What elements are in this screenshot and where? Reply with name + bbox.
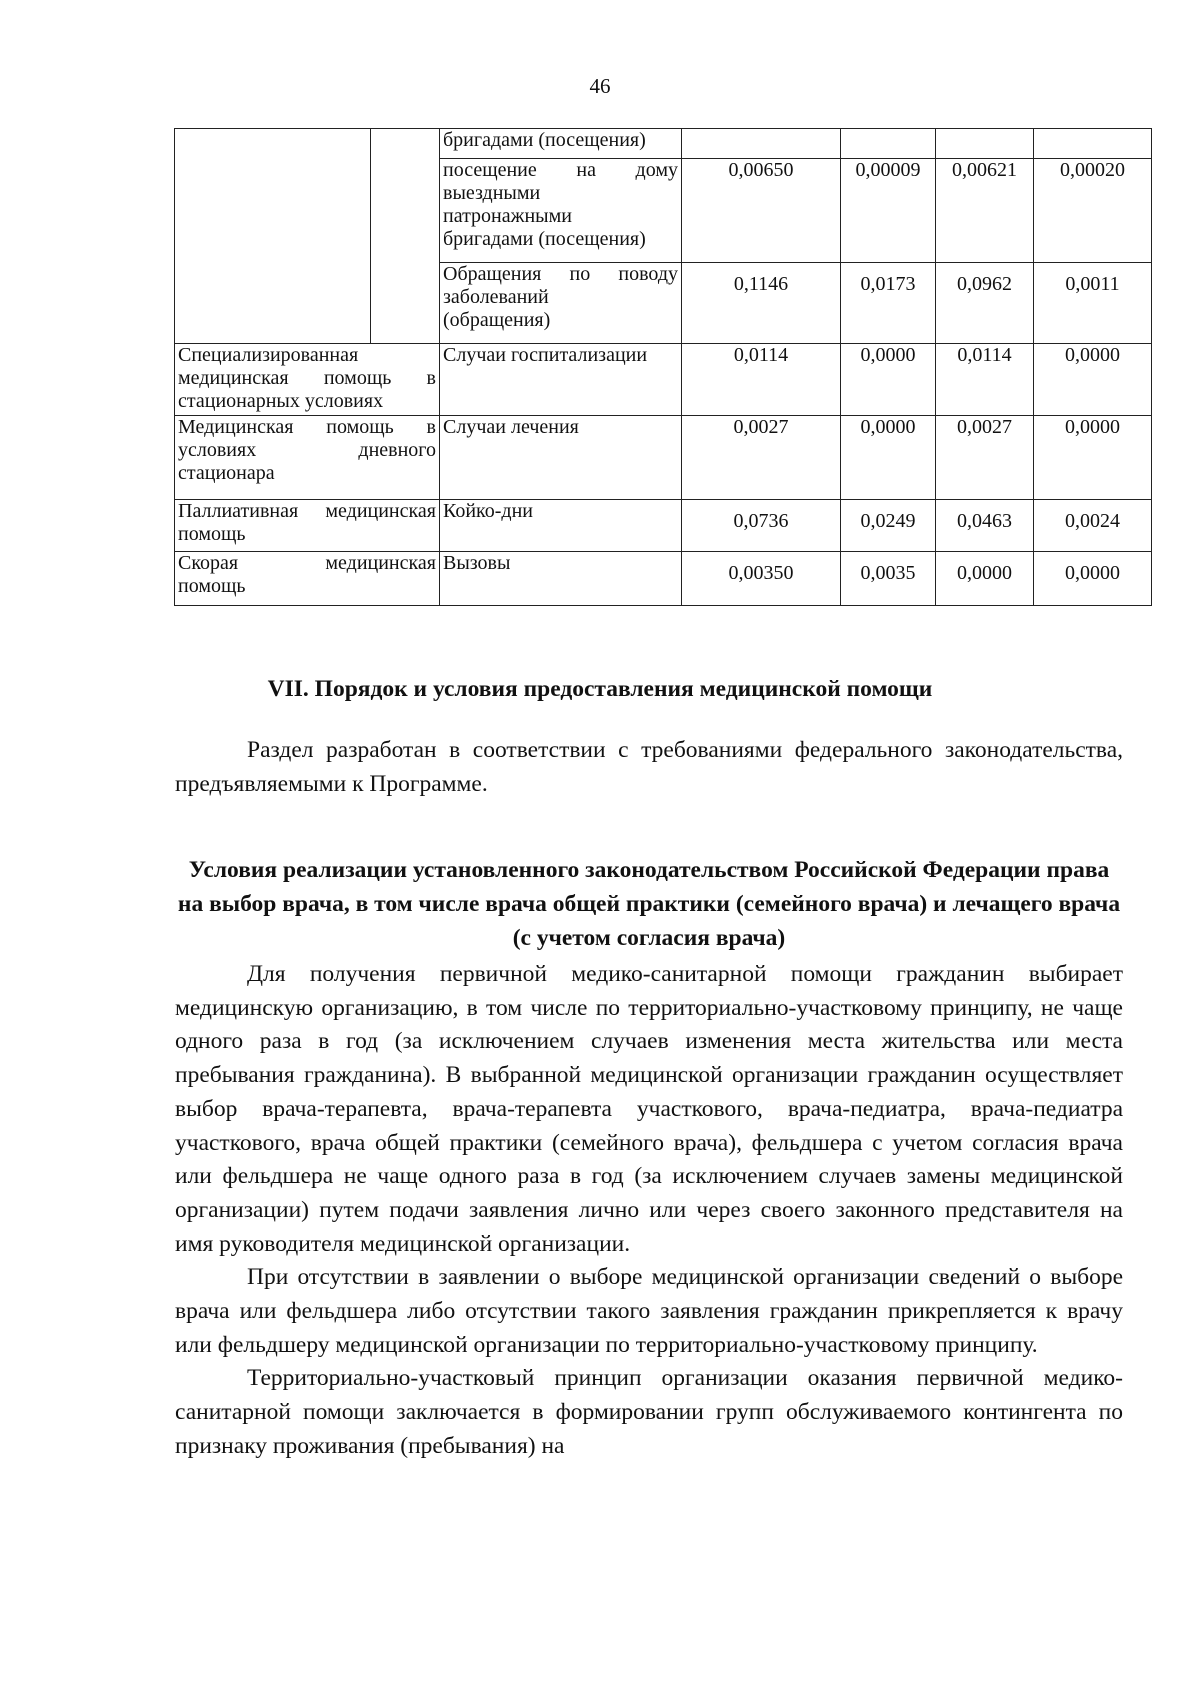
table-cell-service [440, 263, 682, 344]
table-row [175, 129, 1152, 159]
cell-line: условиях дневного [178, 439, 436, 461]
table-cell-value: 0,00009 [841, 159, 936, 263]
subsection-title: Условия реализации установленного законодательством Российской Федерации права на выбор врача, в том числе врача общей практики (семейного врача) и лечащего врача (с учетом согласия врача) [177, 857, 1121, 951]
table-cell-value: 0,0114 [682, 344, 841, 416]
cell-line: Обращения по поводу [443, 263, 678, 285]
cell-line: Специализированная [178, 344, 359, 366]
table-cell-unit: Случаи госпитализации [440, 344, 682, 416]
cell-line: стационара [178, 462, 275, 484]
table-cell-value [841, 129, 936, 159]
table-cell-value: 0,0024 [1034, 500, 1152, 552]
cell-line: Медицинская помощь в [178, 416, 436, 438]
section-title: VII. Порядок и условия предоставления медицинской помощи [267, 676, 933, 702]
table-cell-value: 0,00350 [682, 552, 841, 606]
table-cell-value: 0,00020 [1034, 159, 1152, 263]
table-cell-value: 0,00621 [936, 159, 1034, 263]
table-cell-value: 0,0114 [936, 344, 1034, 416]
cell-line: выездными [443, 182, 541, 204]
table-cell-care-type [175, 344, 440, 416]
table-cell-value: 0,0000 [1034, 552, 1152, 606]
paragraph: При отсутствии в заявлении о выборе медицинской организации сведений о выборе врача или фельдшера либо отсутствии такого заявления гражданин прикрепляется к врачу или фельдшеру медицинской организации по территориально-участковому принципу. [175, 1264, 1123, 1358]
paragraph: Территориально-участковый принцип организации оказания первичной медико-санитарной помощи заключается в формировании групп обслуживаемого контингента по признаку проживания (пребывания) на [175, 1365, 1123, 1459]
table-cell-care-type [175, 552, 440, 606]
section-intro [175, 734, 1123, 801]
paragraph: Раздел разработан в соответствии с требованиями федерального законодательства, предъявляемыми к Программе. [175, 737, 1123, 797]
cell-line: (обращения) [443, 309, 551, 331]
table-row [175, 344, 1152, 416]
table-cell-value: 0,0173 [841, 263, 936, 344]
table-cell-care-type [175, 500, 440, 552]
table-cell-value: 0,0000 [1034, 344, 1152, 416]
table-cell-value: 0,0000 [841, 416, 936, 500]
table-cell-value: 0,0962 [936, 263, 1034, 344]
table-cell-value: 0,0027 [936, 416, 1034, 500]
cell-line: помощь [178, 575, 246, 597]
table-cell-unit: Койко-дни [440, 500, 682, 552]
table-cell-service: бригадами (посещения) [440, 129, 682, 159]
table-cell-value: 0,1146 [682, 263, 841, 344]
cell-line: Паллиативная медицинская [178, 500, 436, 522]
table-cell-value [936, 129, 1034, 159]
table-cell-value: 0,0000 [1034, 416, 1152, 500]
table-cell-value: 0,0027 [682, 416, 841, 500]
table-cell-empty [175, 129, 371, 344]
table-cell-care-type [175, 416, 440, 500]
cell-line: Скорая медицинская [178, 552, 436, 574]
table-row [175, 552, 1152, 606]
table-cell-value [682, 129, 841, 159]
page-number: 46 [589, 74, 611, 98]
volume-norms-table [174, 128, 1152, 606]
table-cell-value [1034, 129, 1152, 159]
subsection-body [175, 958, 1123, 1464]
cell-line: заболеваний [443, 286, 549, 308]
table-cell-unit: Случаи лечения [440, 416, 682, 500]
cell-line: патронажными [443, 205, 572, 227]
cell-line: медицинская помощь в [178, 367, 436, 389]
table-cell-empty [371, 129, 440, 344]
cell-line: помощь [178, 523, 246, 545]
paragraph: Для получения первичной медико-санитарной помощи гражданин выбирает медицинскую организацию, в том числе по территориально-участковому принципу, не чаще одного раза в год (за исключением случаев изменения места жительства или места пребывания гражданина). В выбранной медицинской организации гражданин осуществляет выбор врача-терапевта, врача-терапевта участкового, врача-педиатра, врача-педиатра участкового, врача общей практики (семейного врача), фельдшера с учетом согласия врача или фельдшера не чаще одного раза в год (за исключением случаев замены медицинской организации) путем подачи заявления лично или через своего законного представителя на имя руководителя медицинской организации. [175, 961, 1123, 1257]
table-row [175, 500, 1152, 552]
table-cell-unit: Вызовы [440, 552, 682, 606]
table-cell-value: 0,0736 [682, 500, 841, 552]
table-cell-value: 0,0000 [841, 344, 936, 416]
table-cell-value: 0,0463 [936, 500, 1034, 552]
table-cell-service [440, 159, 682, 263]
cell-line: стационарных условиях [178, 390, 384, 412]
table-cell-value: 0,0011 [1034, 263, 1152, 344]
table-cell-value: 0,0000 [936, 552, 1034, 606]
table-cell-value: 0,0249 [841, 500, 936, 552]
table-row [175, 416, 1152, 500]
cell-line: бригадами (посещения) [443, 228, 646, 250]
table-cell-value: 0,00650 [682, 159, 841, 263]
table-cell-value: 0,0035 [841, 552, 936, 606]
cell-line: посещение на дому [443, 159, 678, 181]
